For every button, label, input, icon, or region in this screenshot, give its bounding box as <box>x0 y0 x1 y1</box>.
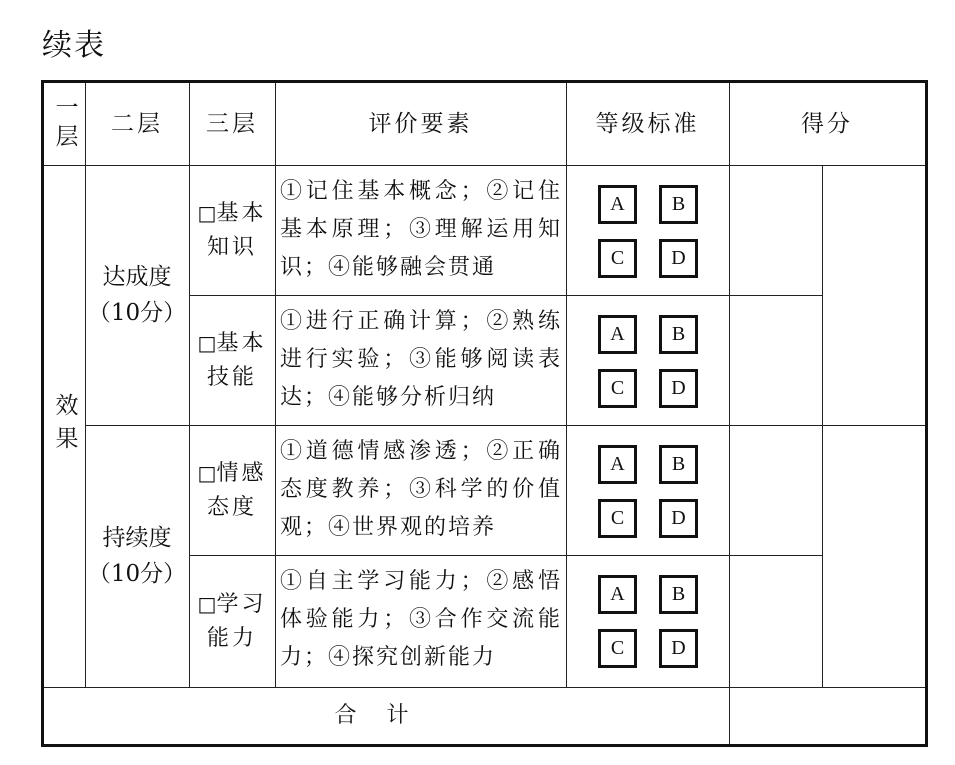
total-label: 合计 <box>334 702 439 728</box>
group-sustainability <box>85 425 189 687</box>
page-title: 续表 <box>42 28 106 63</box>
header-grade-standard: 等级标准 <box>595 111 700 137</box>
score-cell[interactable] <box>730 556 821 686</box>
sub-item-learning <box>189 555 275 687</box>
group-label: 持续度 <box>102 525 172 551</box>
header-score: 得分 <box>801 111 853 137</box>
grade-d-box[interactable]: D <box>659 239 698 278</box>
header-level2: 二层 <box>111 111 163 137</box>
checkbox[interactable]: □ <box>197 200 217 225</box>
sub-item-line: 能力 <box>206 625 257 651</box>
sub-item-knowledge <box>189 165 275 295</box>
sub-item-line: 技能 <box>206 364 257 390</box>
grade-d-box[interactable]: D <box>659 629 698 668</box>
grade-c-box[interactable]: C <box>598 239 637 278</box>
grade-a-box[interactable]: A <box>598 445 637 484</box>
group-points: （10分） <box>87 561 187 587</box>
requirements-text: ①道德情感渗透；②正确态度教养；③科学的价值观；④世界观的培养 <box>280 439 562 540</box>
checkbox[interactable]: □ <box>197 591 217 616</box>
sub-item-skills <box>189 295 275 425</box>
sub-item-line: 基本 <box>216 330 267 356</box>
header-requirements: 评价要素 <box>368 111 473 137</box>
grade-a-box[interactable]: A <box>598 185 637 224</box>
grade-c-box[interactable]: C <box>598 629 637 668</box>
requirements-text: ①自主学习能力；②感悟体验能力；③合作交流能力；④探究创新能力 <box>280 569 562 670</box>
sub-item-attitude <box>189 425 275 555</box>
total-score-cell[interactable] <box>730 688 925 744</box>
grade-b-box[interactable]: B <box>659 185 698 224</box>
group-score-cell[interactable] <box>823 166 925 424</box>
grade-a-box[interactable]: A <box>598 315 637 354</box>
group-points: （10分） <box>87 300 187 326</box>
level1-label: 效果 <box>51 393 78 459</box>
group-achievement <box>85 165 189 425</box>
header-level3: 三层 <box>206 111 258 137</box>
grade-c-box[interactable]: C <box>598 499 637 538</box>
evaluation-table <box>41 80 928 747</box>
score-cell[interactable] <box>730 296 821 424</box>
grade-b-box[interactable]: B <box>659 575 698 614</box>
sub-item-line: 情感 <box>216 460 267 486</box>
sub-item-line: 知识 <box>206 234 257 260</box>
grade-a-box[interactable]: A <box>598 575 637 614</box>
sub-item-line: 基本 <box>216 200 267 226</box>
checkbox[interactable]: □ <box>197 460 217 485</box>
requirements-text: ①进行正确计算；②熟练进行实验；③能够阅读表达；④能够分析归纳 <box>280 309 562 410</box>
grade-b-box[interactable]: B <box>659 315 698 354</box>
grade-c-box[interactable]: C <box>598 369 637 408</box>
grade-d-box[interactable]: D <box>659 499 698 538</box>
grade-b-box[interactable]: B <box>659 445 698 484</box>
group-score-cell[interactable] <box>823 426 925 686</box>
score-cell[interactable] <box>730 166 821 294</box>
grade-d-box[interactable]: D <box>659 369 698 408</box>
requirements-text: ①记住基本概念；②记住基本原理；③理解运用知识；④能够融会贯通 <box>280 179 562 280</box>
score-cell[interactable] <box>730 426 821 554</box>
checkbox[interactable]: □ <box>197 330 217 355</box>
sub-item-line: 学习 <box>216 591 267 617</box>
header-level1: 一层 <box>51 95 78 153</box>
group-label: 达成度 <box>102 264 172 290</box>
sub-item-line: 态度 <box>206 494 257 520</box>
